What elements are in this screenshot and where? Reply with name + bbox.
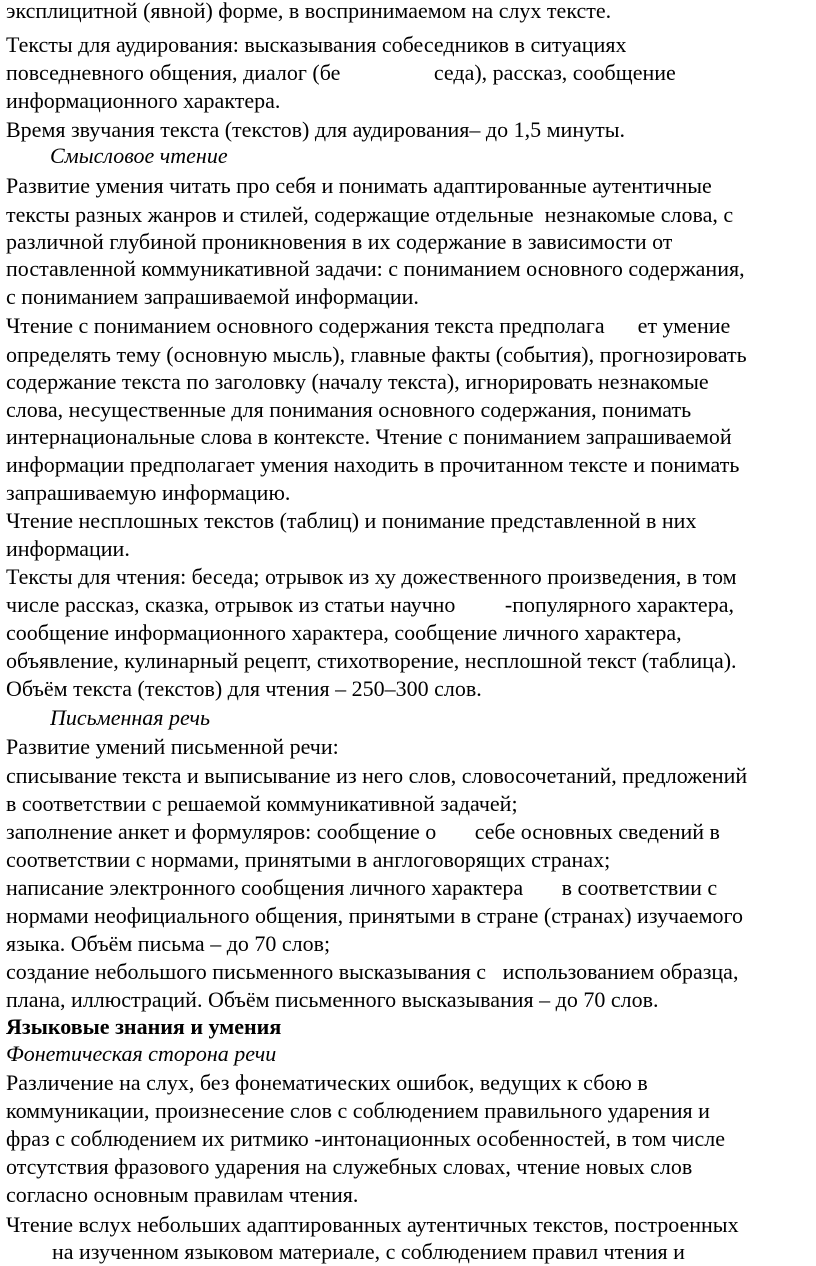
text-line: Различение на слух, без фонематических ошибок, ведущих к сбою в [6, 1070, 648, 1095]
text-line: с пониманием запрашиваемой информации. [6, 284, 419, 309]
text-line: создание небольшого письменного высказывания с использованием образца, [6, 959, 739, 984]
text-line: плана, иллюстраций. Объём письменного высказывания – до 70 слов. [6, 987, 659, 1012]
text-line: отсутствия фразового ударения на служебных словах, чтение новых слов [6, 1154, 693, 1179]
section-heading: Письменная речь [50, 705, 211, 730]
text-line: сообщение информационного характера, сообщение личного характера, [6, 620, 682, 645]
text-line: эксплицитной (явной) форме, в воспринимаемом на слух тексте. [6, 0, 612, 23]
text-line: тексты разных жанров и стилей, содержащие отдельные незнакомые слова, с [6, 202, 734, 227]
text-line: написание электронного сообщения личного характера в соответствии с [6, 875, 718, 900]
text-line: согласно основным правилам чтения. [6, 1182, 359, 1207]
text-line: Чтение вслух небольших адаптированных аутентичных текстов, построенных [6, 1212, 739, 1237]
section-heading: Смысловое чтение [50, 143, 228, 168]
text-line: Развитие умения читать про себя и понимать адаптированные аутентичные [6, 173, 712, 198]
text-line: Время звучания текста (текстов) для аудирования– до 1,5 минуты. [6, 117, 625, 142]
text-line: определять тему (основную мысль), главные факты (события), прогнозировать [6, 342, 747, 367]
text-line: запрашиваемую информацию. [6, 480, 291, 505]
text-line: списывание текста и выписывание из него слов, словосочетаний, предложений [6, 763, 748, 788]
text-line: интернациональные слова в контексте. Чтение с пониманием запрашиваемой [6, 424, 732, 449]
text-line: повседневного общения, диалог (бе седа), рассказ, сообщение [6, 60, 676, 85]
text-line: Развитие умений письменной речи: [6, 734, 339, 759]
text-line: на изученном языковом материале, с соблюдением правил чтения и [52, 1239, 685, 1264]
text-line: различной глубиной проникновения в их содержание в зависимости от [6, 229, 673, 254]
text-line: нормами неофициального общения, принятыми в стране (странах) изучаемого [6, 903, 744, 928]
text-line: Тексты для аудирования: высказывания собеседников в ситуациях [6, 32, 627, 57]
text-line: в соответствии с решаемой коммуникативной задачей; [6, 791, 518, 816]
text-line: числе рассказ, сказка, отрывок из статьи научно -популярного характера, [6, 592, 734, 617]
text-line: коммуникации, произнесение слов с соблюдением правильного ударения и [6, 1098, 710, 1123]
subsection-heading: Фонетическая сторона речи [6, 1041, 277, 1066]
text-line: Объём текста (текстов) для чтения – 250–300 слов. [6, 676, 482, 701]
text-line: заполнение анкет и формуляров: сообщение о себе основных сведений в [6, 819, 720, 844]
text-line: содержание текста по заголовку (началу текста), игнорировать незнакомые [6, 369, 709, 394]
text-line: языка. Объём письма – до 70 слов; [6, 931, 331, 956]
text-line: слова, несущественные для понимания основного содержания, понимать [6, 397, 692, 422]
section-title: Языковые знания и умения [6, 1014, 282, 1039]
text-line: соответствии с нормами, принятыми в англоговорящих странах; [6, 847, 611, 872]
text-line: фраз с соблюдением их ритмико -интонационных особенностей, в том числе [6, 1126, 725, 1151]
text-line: информационного характера. [6, 88, 281, 113]
text-line: объявление, кулинарный рецепт, стихотворение, несплошной текст (таблица). [6, 648, 737, 673]
text-line: информации. [6, 536, 130, 561]
text-line: Чтение несплошных текстов (таблиц) и понимание представленной в них [6, 508, 697, 533]
text-line: поставленной коммуникативной задачи: с пониманием основного содержания, [6, 256, 745, 281]
text-line: Чтение с пониманием основного содержания текста предполага ет умение [6, 313, 731, 338]
text-line: Тексты для чтения: беседа; отрывок из ху дожественного произведения, в том [6, 564, 737, 589]
text-line: информации предполагает умения находить в прочитанном тексте и понимать [6, 452, 740, 477]
